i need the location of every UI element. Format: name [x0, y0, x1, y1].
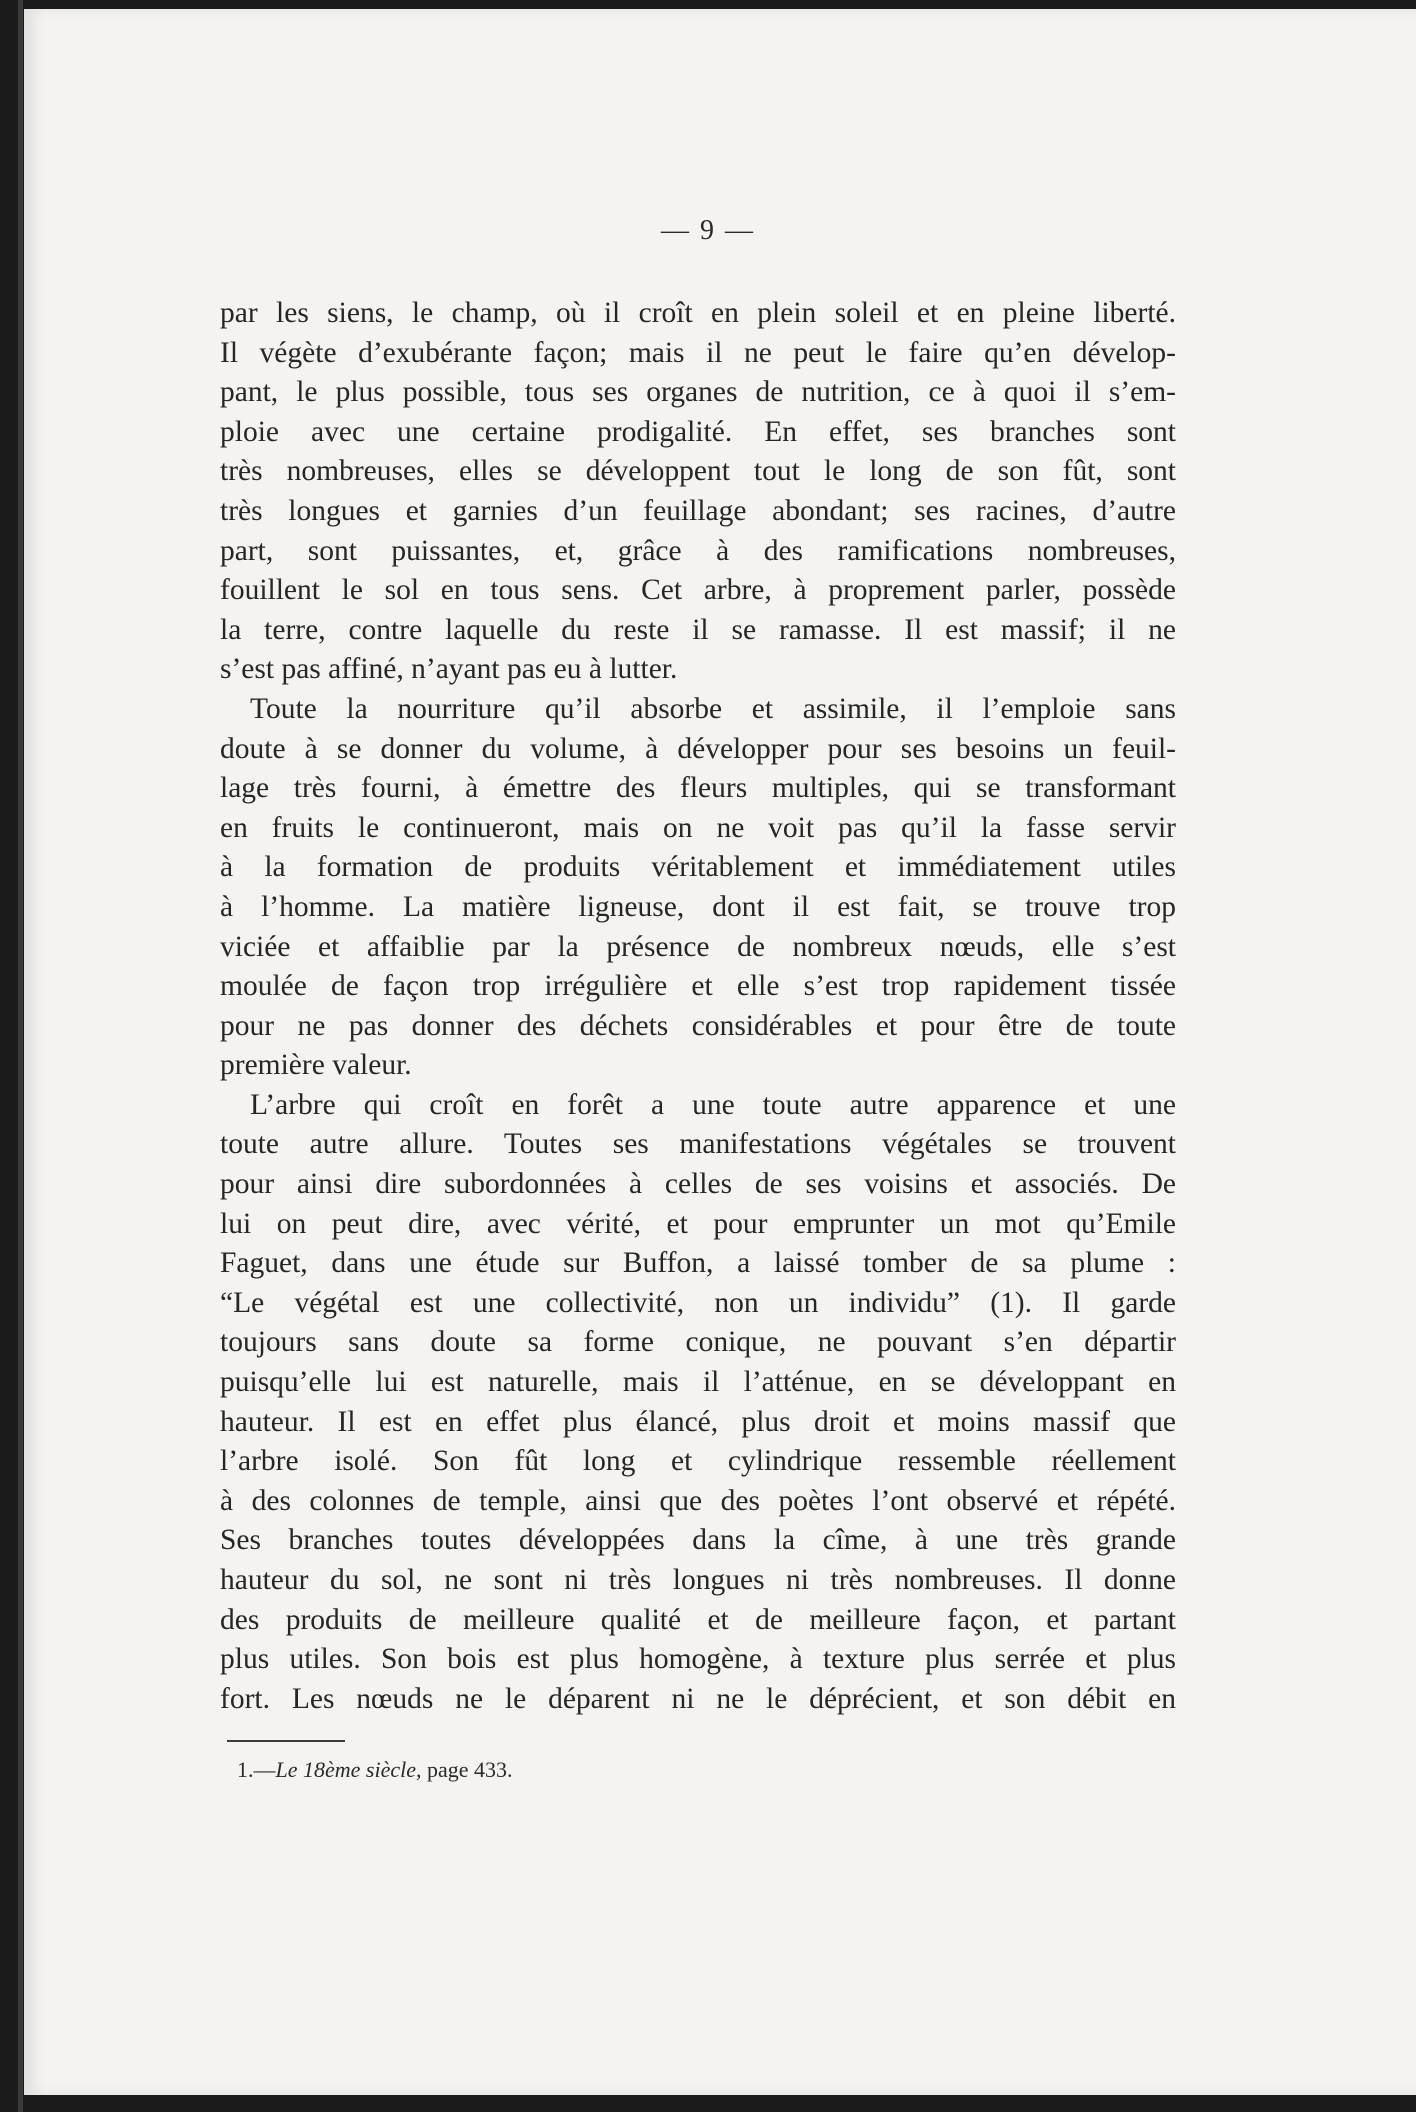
text-line: L’arbre qui croît en forêt a une toute autre apparence et une — [250, 1088, 1176, 1121]
footnote-page: page 433. — [421, 1757, 513, 1782]
text-line: s’est pas affiné, n’ayant pas eu à lutter. — [220, 653, 678, 686]
text-line: Faguet, dans une étude sur Buffon, a laissé tomber de sa plume : — [220, 1247, 1176, 1280]
text-line: doute à se donner du volume, à développer pour ses besoins un feuil- — [220, 732, 1176, 765]
text-line: toute autre allure. Toutes ses manifestations végétales se trouvent — [220, 1128, 1176, 1161]
text-line: des produits de meilleure qualité et de meilleure façon, et partant — [220, 1603, 1176, 1636]
text-line: en fruits le continueront, mais on ne voit pas qu’il la fasse servir — [220, 811, 1176, 844]
text-line: hauteur. Il est en effet plus élancé, plus droit et moins massif que — [220, 1405, 1176, 1438]
text-line: la terre, contre laquelle du reste il se ramasse. Il est massif; il ne — [220, 613, 1176, 646]
text-line: à l’homme. La matière ligneuse, dont il est fait, se trouve trop — [220, 890, 1176, 923]
footnote-title: Le 18ème siècle, — [275, 1757, 422, 1782]
footnote-divider — [227, 1740, 345, 1742]
paragraph-1 — [220, 294, 1176, 690]
footnote — [237, 1757, 513, 1783]
footnote-marker: 1.— — [237, 1757, 276, 1782]
text-line: première valeur. — [220, 1049, 412, 1082]
text-line: lage très fourni, à émettre des fleurs multiples, qui se transformant — [220, 772, 1176, 805]
page-number: — 9 — — [661, 215, 755, 246]
text-line: ploie avec une certaine prodigalité. En effet, ses branches sont — [220, 415, 1176, 448]
text-line: fouillent le sol en tous sens. Cet arbre, à proprement parler, possède — [220, 574, 1176, 607]
text-line: à des colonnes de temple, ainsi que des poètes l’ont observé et répété. — [220, 1484, 1176, 1517]
text-line: plus utiles. Son bois est plus homogène, à texture plus serrée et plus — [220, 1643, 1176, 1676]
text-line: fort. Les nœuds ne le déparent ni ne le déprécient, et son débit en — [220, 1682, 1176, 1715]
text-line: “Le végétal est une collectivité, non un individu” (1). Il garde — [220, 1286, 1176, 1319]
text-line: l’arbre isolé. Son fût long et cylindrique ressemble réellement — [220, 1445, 1176, 1478]
text-line: Ses branches toutes développées dans la cîme, à une très grande — [220, 1524, 1176, 1557]
text-line: très longues et garnies d’un feuillage abondant; ses racines, d’autre — [220, 494, 1176, 527]
text-line: Il végète d’exubérante façon; mais il ne peut le faire qu’en dévelop- — [220, 336, 1176, 369]
text-line: toujours sans doute sa forme conique, ne pouvant s’en départir — [220, 1326, 1176, 1359]
text-line: part, sont puissantes, et, grâce à des ramifications nombreuses, — [220, 534, 1176, 567]
binding-edge — [18, 0, 23, 2112]
text-line: par les siens, le champ, où il croît en plein soleil et en pleine liberté. — [220, 297, 1176, 329]
text-line: pant, le plus possible, tous ses organes de nutrition, ce à quoi il s’em- — [220, 376, 1176, 409]
text-line: lui on peut dire, avec vérité, et pour emprunter un mot qu’Emile — [220, 1207, 1176, 1240]
text-line: hauteur du sol, ne sont ni très longues ni très nombreuses. Il donne — [220, 1564, 1176, 1596]
text-line: très nombreuses, elles se développent tout le long de son fût, sont — [220, 455, 1176, 488]
text-line: pour ainsi dire subordonnées à celles de ses voisins et associés. De — [220, 1168, 1176, 1201]
text-line: moulée de façon trop irrégulière et elle s’est trop rapidement tissée — [220, 970, 1176, 1003]
text-line: puisqu’elle lui est naturelle, mais il l’atténue, en se développant en — [220, 1366, 1176, 1399]
text-line: pour ne pas donner des déchets considérables et pour être de toute — [220, 1009, 1176, 1042]
paragraph-3 — [220, 1086, 1176, 1720]
text-line: Toute la nourriture qu’il absorbe et assimile, il l’emploie sans — [250, 692, 1176, 725]
body-text — [220, 294, 1176, 1719]
paragraph-2 — [220, 690, 1176, 1086]
text-line: à la formation de produits véritablement et immédiatement utiles — [220, 851, 1176, 884]
text-line: viciée et affaiblie par la présence de nombreux nœuds, elle s’est — [220, 930, 1176, 963]
